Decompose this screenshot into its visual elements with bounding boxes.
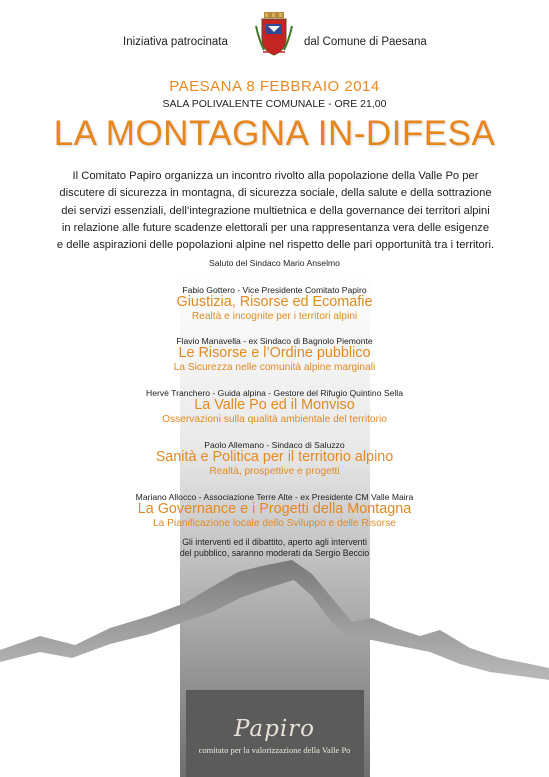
talk-speaker: Mariano Allocco - Associazione Terre Alte - ex Presidente CM Valle Maira: [135, 492, 414, 502]
intro-line: Il Comitato Papiro organizza un incontro rivolto alla popolazione della Valle Po per: [72, 170, 479, 182]
intro-paragraph: [12, 168, 539, 254]
talk-speaker: Hervè Tranchero - Guida alpina - Gestore del Rifugio Quintino Sella: [146, 388, 403, 398]
talk-title: Giustizia, Risorse ed Ecomafie: [176, 294, 373, 310]
papiro-logo: Papiro: [233, 716, 316, 742]
talk-title: Le Risorse e l’Ordine pubblico: [178, 345, 371, 361]
intro-line: in relazione alle future scadenze elettorali per una rappresentanza vera delle esigenze: [61, 221, 490, 234]
talk-subtitle: La Sicurezza nelle comunità alpine marginali: [173, 362, 376, 373]
talk-speaker: Fabio Gottero - Vice Presidente Comitato Papiro: [182, 285, 367, 295]
event-title: LA MONTAGNA IN-DIFESA: [53, 114, 496, 153]
talk-subtitle: Osservazioni sulla qualità ambientale del territorio: [162, 414, 387, 425]
moderator-note-line: del pubblico, saranno moderati da Sergio Beccio: [179, 548, 370, 558]
moderator-note-line: Gli interventi ed il dibattito, aperto agli interventi: [182, 537, 367, 547]
talk-subtitle: Realtà, prospettive e progetti: [209, 466, 340, 477]
papiro-tagline: comitato per la valorizzazione della Valle Po: [198, 745, 351, 755]
mayor-greeting: Saluto del Sindaco Mario Anselmo: [209, 258, 340, 268]
event-venue: SALA POLIVALENTE COMUNALE - ORE 21,00: [162, 98, 387, 110]
municipality-label: dal Comune di Paesana: [304, 36, 427, 48]
talk-title: Sanità e Politica per il territorio alpino: [155, 449, 394, 465]
talk-title: La Governance e i Progetti della Montagna: [137, 501, 412, 517]
talk-title: La Valle Po ed il Monviso: [194, 397, 355, 413]
event-date: PAESANA 8 FEBBRAIO 2014: [169, 78, 380, 95]
intro-line: discutere di sicurezza in montagna, di sicurezza sociale, della salute e della sottrazione: [59, 187, 492, 200]
paesana-crest-icon: [254, 12, 294, 58]
talk-speaker: Paolo Allemano - Sindaco di Saluzzo: [204, 440, 345, 450]
patronage-label: Iniziativa patrocinata: [123, 36, 228, 48]
moderator-note: [0, 537, 549, 559]
intro-line: e delle aspirazioni delle popolazioni alpine nel rispetto delle pari opportunità tra i territori.: [56, 239, 495, 252]
talk-subtitle: Realtà e incognite per i territori alpini: [191, 311, 358, 322]
talk-subtitle: La Pianificazione locale dello Sviluppo e delle Risorse: [153, 518, 396, 529]
talk-speaker: Flavio Manavella - ex Sindaco di Bagnolo Piemonte: [176, 336, 373, 346]
intro-line: dei servizi essenziali, dell’integrazione multietnica e della governance dei territori alpini: [61, 204, 490, 217]
